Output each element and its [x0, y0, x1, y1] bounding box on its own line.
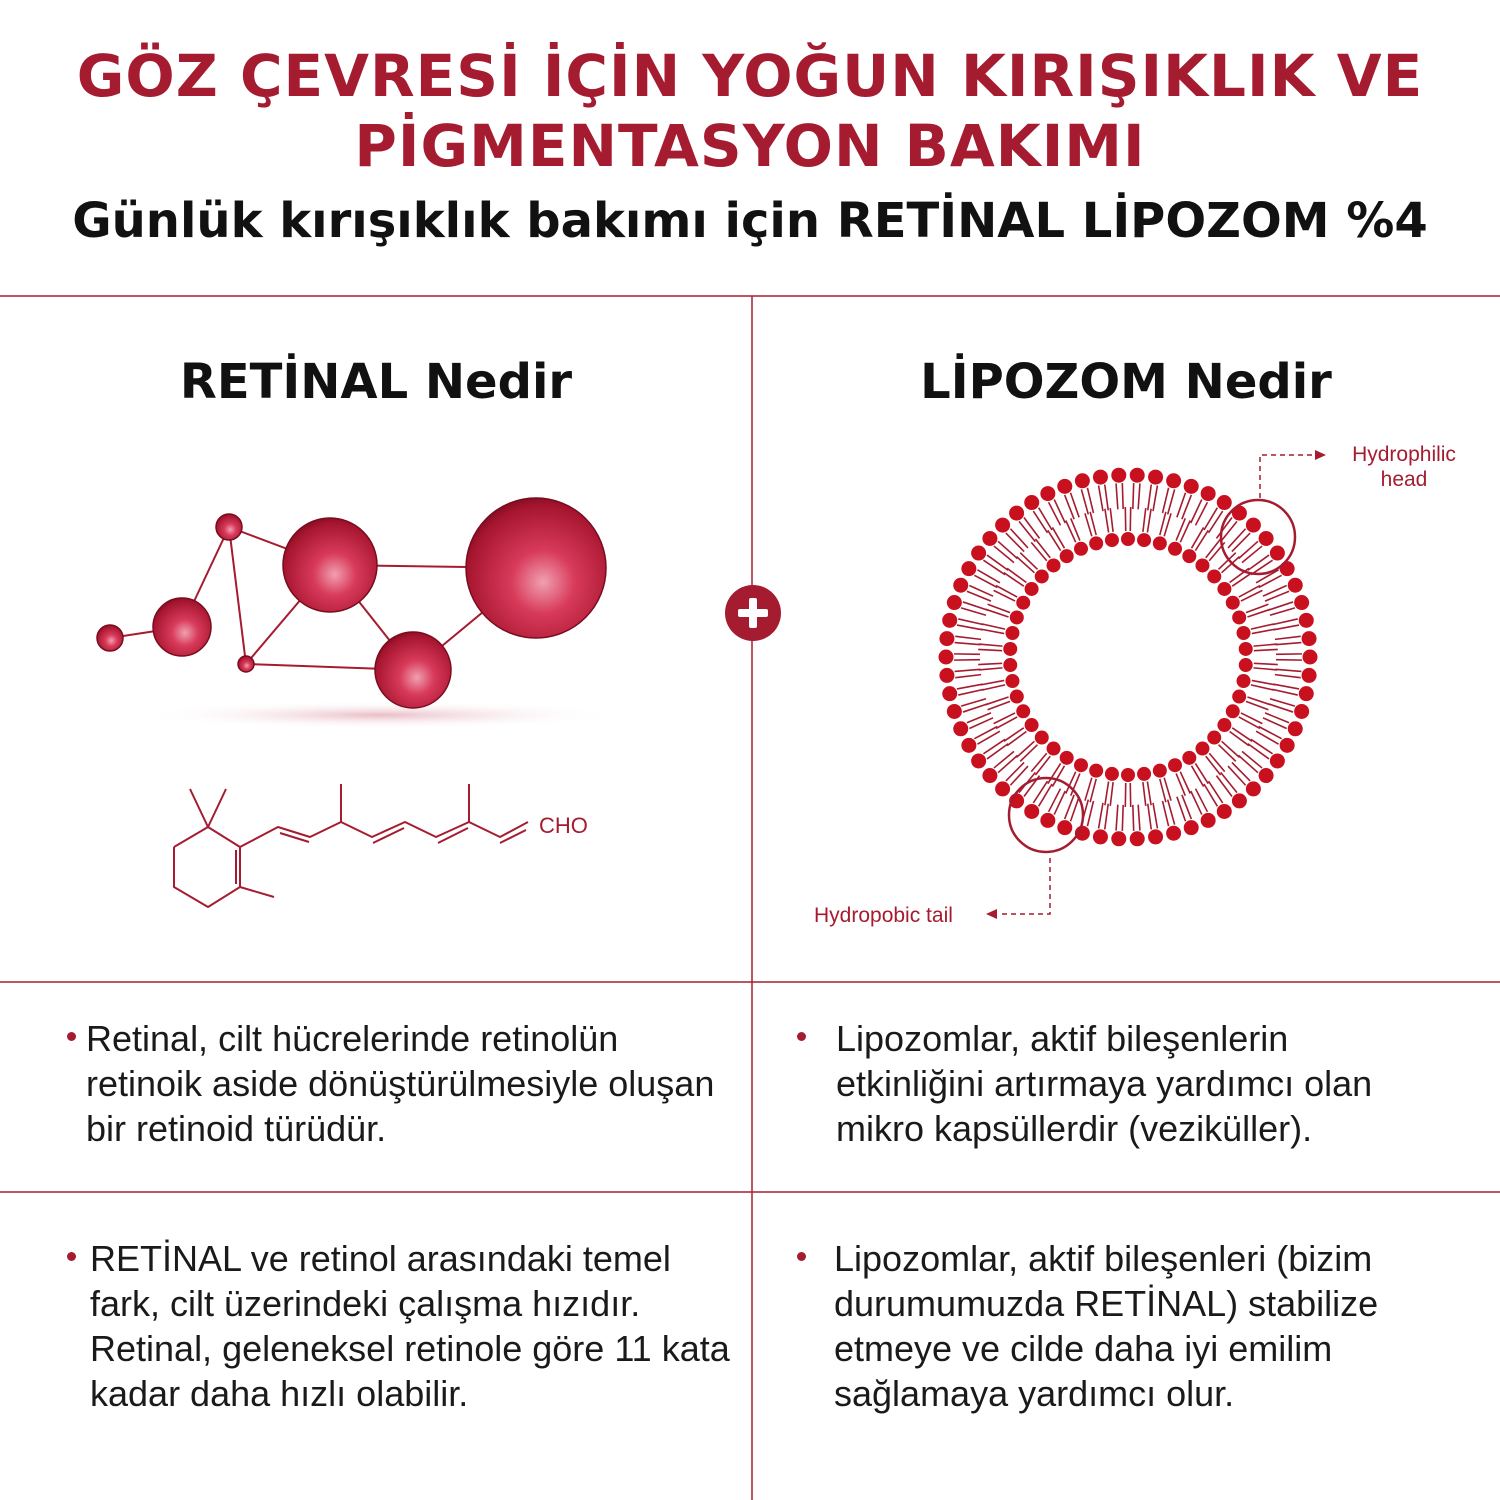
divider-vertical [751, 296, 753, 1500]
hydrophobic-tail-label: Hydropobic tail [814, 904, 953, 927]
bullet-icon [67, 1252, 76, 1261]
liposome-heading: LİPOZOM Nedir [920, 354, 1332, 410]
liposome-point-2: Lipozomlar, aktif bileşenleri (bizim durumumuzda RETİNAL) stabilize etmeye ve cilde daha iyi emilim sağlamaya yardımcı olur. [834, 1238, 1379, 1414]
divider-top [0, 295, 1500, 297]
retinal-point-2: RETİNAL ve retinol arasındaki temel fark, cilt üzerindeki çalışma hızıdır. Retinal, geleneksel retinole göre 11 kata kadar daha hızlı olabilir. [90, 1238, 730, 1414]
retinal-point-1: Retinal, cilt hücrelerinde retinolün retinoik aside dönüştürülmesiyle oluşan bir retinoid türüdür. [86, 1018, 715, 1149]
divider-bottom [0, 1191, 1500, 1193]
formula-group-label: CHO [539, 813, 588, 838]
plus-icon [725, 585, 781, 641]
retinal-formula [160, 780, 600, 910]
retinal-heading: RETİNAL Nedir [179, 354, 573, 410]
hydrophilic-head-label: Hydrophilic head [1352, 443, 1456, 491]
molecule-illustration [80, 490, 640, 750]
divider-middle [0, 981, 1500, 983]
page-title-line-2: PİGMENTASYON BAKIMI [354, 112, 1146, 180]
page-title-line-1: GÖZ ÇEVRESİ İÇİN YOĞUN KIRIŞIKLIK VE [76, 42, 1424, 110]
label-connectors [940, 440, 1500, 940]
bullet-icon [67, 1032, 76, 1041]
page-subtitle: Günlük kırışıklık bakımı için RETİNAL LİPOZOM %4 [72, 193, 1428, 249]
liposome-point-1: Lipozomlar, aktif bileşenlerin etkinliğini artırmaya yardımcı olan mikro kapsüllerdir (veziküller). [836, 1018, 1373, 1149]
bullet-icon [797, 1032, 806, 1041]
bullet-icon [797, 1252, 806, 1261]
